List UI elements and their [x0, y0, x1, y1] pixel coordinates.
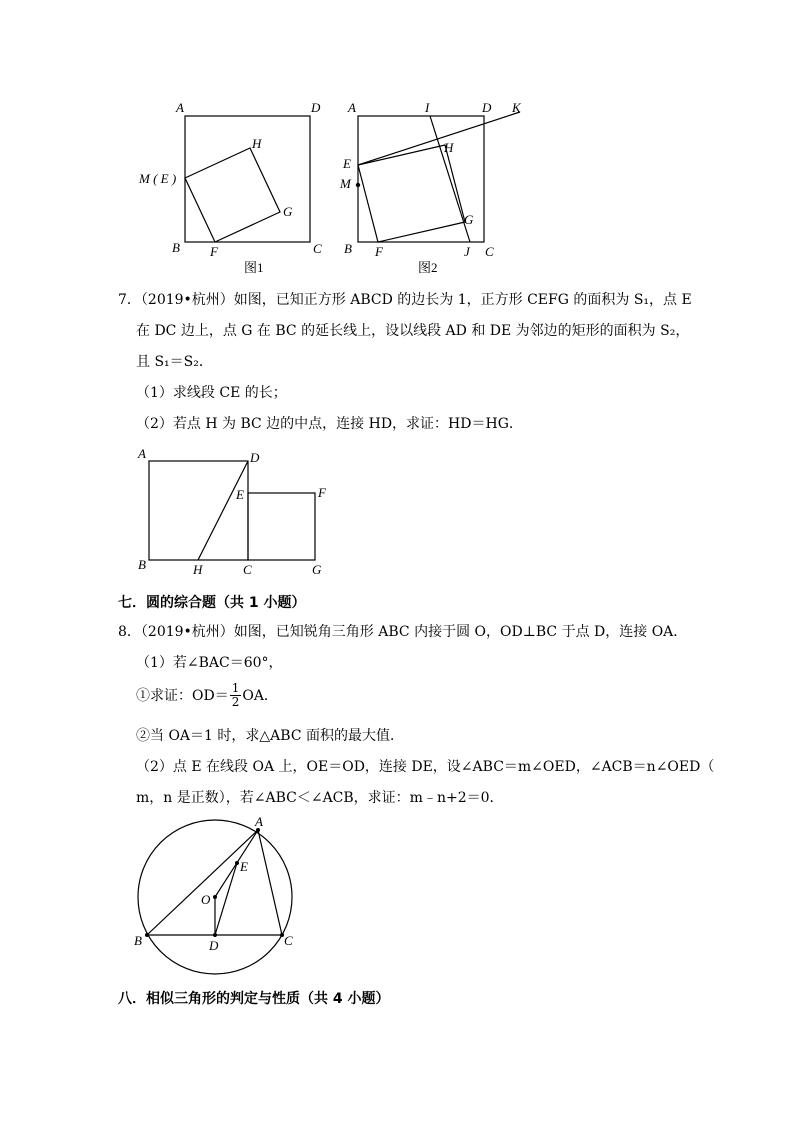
- q8-point-d: [213, 933, 217, 937]
- fig1-label-b: B: [172, 240, 180, 255]
- fig2-label-e: E: [343, 156, 351, 171]
- fig2-label-d: D: [482, 100, 492, 115]
- q8-point-o: [213, 895, 217, 899]
- q8-label-o: O: [201, 892, 211, 907]
- fig2-label-m: M: [340, 176, 351, 191]
- q8-point-b: [145, 933, 149, 937]
- q8-label-a: A: [255, 814, 263, 829]
- q8-sub2: ②当 OA＝1 时，求△ABC 面积的最大值．: [136, 728, 404, 744]
- q7-label-h: H: [193, 562, 203, 577]
- q8-point-e: [235, 861, 239, 865]
- fig2-label-g: G: [464, 212, 474, 227]
- fig2-label-i: I: [425, 100, 430, 115]
- q8-part1: （1）若∠BAC＝60°，: [136, 655, 283, 671]
- section-heading-7: 七．圆的综合题（共 1 小题）: [118, 595, 306, 611]
- q7-text-line2: 在 DC 边上，点 G 在 BC 的延长线上，设以线段 AD 和 DE 为邻边的矩形的面积为 S₂，: [136, 323, 690, 339]
- q7-label-c: C: [243, 562, 252, 577]
- q8-text-line1: 8．（2019•杭州）如图，已知锐角三角形 ABC 内接于圆 O，OD⊥BC 于点 D，连接 OA．: [118, 624, 688, 640]
- fig1-square-efgh: [185, 148, 280, 242]
- q7-label-d: D: [250, 450, 260, 465]
- q8-label-d: D: [209, 938, 219, 953]
- q7-label-g: G: [312, 562, 322, 577]
- fig2-label-f: F: [375, 244, 383, 259]
- fig2-caption: 图2: [418, 260, 438, 275]
- q8-label-b: B: [134, 933, 142, 948]
- fig2-label-c: C: [485, 244, 494, 259]
- fig2-label-j: J: [464, 244, 470, 259]
- fig1-label-m: M ( E ): [139, 171, 177, 186]
- q8-part2-line2: m，n 是正数），若∠ABC＜∠ACB，求证：m﹣n+2＝0．: [136, 790, 504, 806]
- fig1-label-h: H: [252, 136, 262, 151]
- q7-square-cefg: [248, 493, 315, 560]
- q8-label-c: C: [284, 933, 293, 948]
- fig2-label-k: K: [512, 100, 521, 115]
- q8-line-de: [215, 863, 237, 935]
- fig1-square-abcd: [185, 116, 310, 242]
- fig1-label-d: D: [311, 100, 321, 115]
- fig2-label-b: B: [344, 241, 352, 256]
- q8-part2-line1: （2）点 E 在线段 OA 上，OE＝OD，连接 DE，设∠ABC＝m∠OED，∠ACB＝n∠OED（: [136, 759, 715, 775]
- q7-part2: （2）若点 H 为 BC 边的中点，连接 HD，求证：HD＝HG．: [136, 416, 523, 432]
- fig1-label-a: A: [176, 100, 184, 115]
- q8-sub1: [136, 682, 278, 709]
- fig2-point-m: [356, 183, 360, 187]
- fig2-line-ek: [358, 112, 520, 165]
- q7-label-a: A: [138, 446, 146, 461]
- q8-frac-num: 1: [231, 681, 240, 695]
- q8-frac-den: 2: [231, 695, 240, 709]
- q8-fraction: [230, 682, 242, 709]
- section-heading-8: 八．相似三角形的判定与性质（共 4 小题）: [118, 991, 390, 1007]
- fig2-label-a: A: [348, 100, 356, 115]
- q8-sub1-suffix: OA．: [242, 687, 278, 704]
- q7-part1: （1）求线段 CE 的长；: [136, 385, 287, 401]
- q8-sub1-prefix: ①求证：OD＝: [136, 687, 229, 704]
- q7-text-line1: 7．（2019•杭州）如图，已知正方形 ABCD 的边长为 1，正方形 CEFG 的面积为 S₁，点 E: [118, 292, 692, 308]
- q7-text-line3: 且 S₁＝S₂．: [136, 354, 213, 370]
- q7-label-f: F: [318, 485, 326, 500]
- q7-label-b: B: [138, 557, 146, 572]
- q8-label-e: E: [240, 859, 248, 874]
- fig1-label-c: C: [313, 241, 322, 256]
- fig1-label-f: F: [210, 244, 218, 259]
- fig1-label-g: G: [283, 204, 293, 219]
- q7-line-hd: [198, 461, 248, 560]
- q7-square-abcd: [149, 461, 248, 560]
- fig2-label-h: H: [444, 140, 454, 155]
- q7-label-e: E: [236, 487, 244, 502]
- fig1-caption: 图1: [244, 260, 264, 275]
